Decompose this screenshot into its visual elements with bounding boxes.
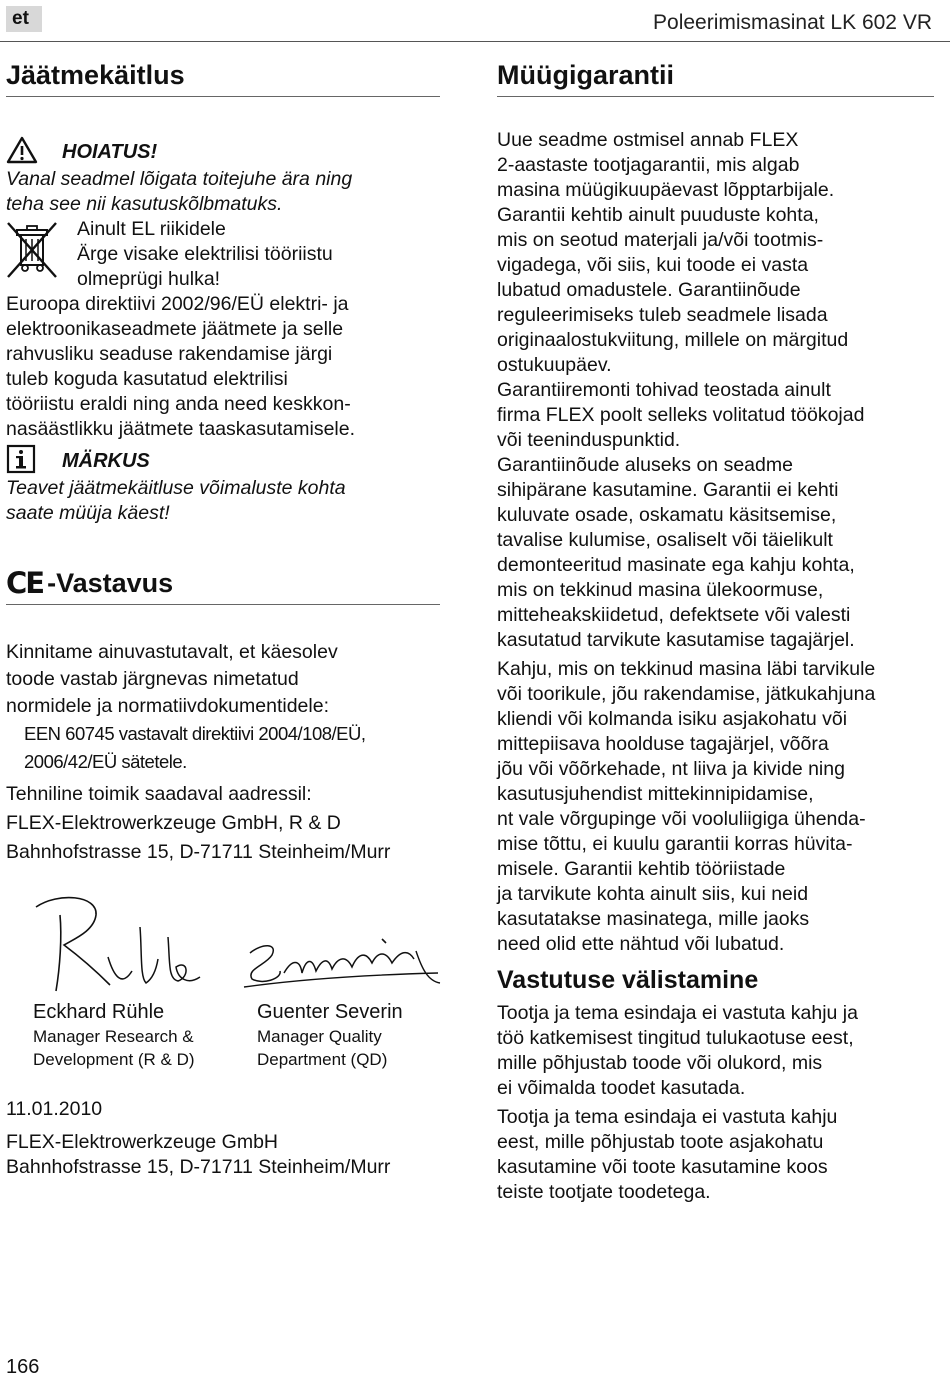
liability-para-2: Tootja ja tema esindaja ei vastuta kahju eest, mille põhjustab toote asjakohatu kasutamine või toote kasutamine koos teiste tootjate toodetega.: [497, 1106, 838, 1203]
warranty-para-2: Garantiiremonti tohivad teostada ainult firma FLEX poolt selleks volitatud töökojad või teeninduspunktid.: [497, 379, 865, 451]
document-title: Poleerimismasinat LK 602 VR: [653, 11, 932, 34]
warning-row: [6, 137, 440, 167]
signer-severin: Guenter Severin Manager Quality Department (QD): [257, 1001, 403, 1069]
manufacturer-address: FLEX-Elektrowerkzeuge GmbH Bahnhofstrasse 15, D-71711 Steinheim/Murr: [6, 1131, 391, 1178]
warning-text: Vanal seadmel lõigata toitejuhe ära ning teha see nii kasutuskõlbmatuks.: [6, 168, 353, 215]
weee-block: [6, 217, 440, 292]
note-text: Teavet jäätmekäitluse võimaluste kohta saate müüja käest!: [6, 477, 346, 524]
ce-mark: CE: [6, 566, 44, 600]
left-column: [6, 58, 440, 1180]
info-icon: [6, 444, 36, 479]
page-number: 166: [6, 1356, 40, 1378]
signature-ruehle: [28, 887, 203, 997]
liability-heading: Vastutuse välistamine: [497, 966, 759, 994]
crossed-bin-icon: [6, 217, 62, 292]
weee-text: Ainult EL riikidele Ärge visake elektrilisi tööriistu olmeprügi hulka!: [77, 218, 333, 290]
tech-file-text: Tehniline toimik saadaval aadressil: FLEX-Elektrowerkzeuge GmbH, R & D Bahnhofstrasse 15, D-71711 Steinheim/Murr: [6, 783, 391, 863]
signature-severin: [242, 929, 442, 999]
header-rule: [0, 41, 950, 42]
disposal-heading: Jäätmekäitlus: [6, 58, 440, 97]
signature-area: [6, 887, 440, 1097]
warranty-para-1: Uue seadme ostmisel annab FLEX 2-aastaste tootjagarantii, mis algab masina müügikuupäevast lõpptarbijale. Garantii kehtib ainult puuduste kohta, mis on seotud materjali ja/või tootmis- vigadega, või siis, kui toode ei vasta lubatud omadustele. Garantiinõude reguleerimiseks tuleb seadmele lisada originaalostukviitung, millele on märgitud ostukuupäev.: [497, 129, 849, 376]
warranty-para-3: Garantiinõude aluseks on seadme sihipärane kasutamine. Garantii ei kehti kuluvate osade, oskamatu käsitsemise, tavalise kulumise, osaliselt või täielikult demonteeritud masinate ega kahju kohta, mis on tekkinud masina ülekoormuse, mitteheakskiidetud, defektsete või valesti kasutatud tarvikute kasutamise tagajärjel.: [497, 454, 855, 651]
conformity-intro: Kinnitame ainuvastutavalt, et käesolev toode vastab järgnevas nimetatud normidele ja normatiivdokumentidele:: [6, 641, 338, 717]
norm-text: EEN 60745 vastavalt direktiivi 2004/108/EÜ, 2006/42/EÜ sätetele.: [24, 723, 366, 772]
warranty-heading: Müügigarantii: [497, 58, 934, 97]
note-label: MÄRKUS: [62, 449, 150, 472]
conformity-heading: CE -Vastavus: [6, 566, 440, 605]
right-column: [497, 58, 934, 1205]
language-tag: et: [6, 6, 42, 32]
signer-ruehle: Eckhard Rühle Manager Research & Development (R & D): [33, 1001, 195, 1069]
warning-label: HOIATUS!: [62, 140, 158, 163]
note-row: [6, 446, 440, 476]
directive-text: Euroopa direktiivi 2002/96/EÜ elektri- ja elektroonikaseadmete jäätmete ja selle rahvusliku seaduse rakendamise järgi tuleb koguda kasutatud elektrilisi tööriistu eraldi ning anda need keskkon- nasäästlikku jäätmete taaskasutamisele.: [6, 293, 356, 440]
warning-icon: [6, 136, 38, 169]
warranty-para-4: Kahju, mis on tekkinud masina läbi tarvikule või toorikule, jõu rakendamise, jätkukahjuna kliendi või kolmanda isiku asjakohatu või mittepiisava hoolduse tagajärjel, võõra jõu või võõrkehade, nt liiva ja kivide ning kasutusjuhendist mittekinnipidamise, nt vale võrgupinge või vooluliigiga ühenda- mise tõttu, ei kuulu garantii korras hüvita- misele. Garantii kehtib tööriistade ja tarvikute kohta ainult siis, kui neid kasutatakse masinatega, mille jaoks need olid ette nähtud või lubatud.: [497, 658, 876, 955]
liability-para-1: Tootja ja tema esindaja ei vastuta kahju ja töö katkemisest tingitud tulukaotuse eest, mille põhjustab toode või olukord, mis ei võimalda toodet kasutada.: [497, 1002, 858, 1099]
declaration-date: 11.01.2010: [6, 1098, 103, 1120]
